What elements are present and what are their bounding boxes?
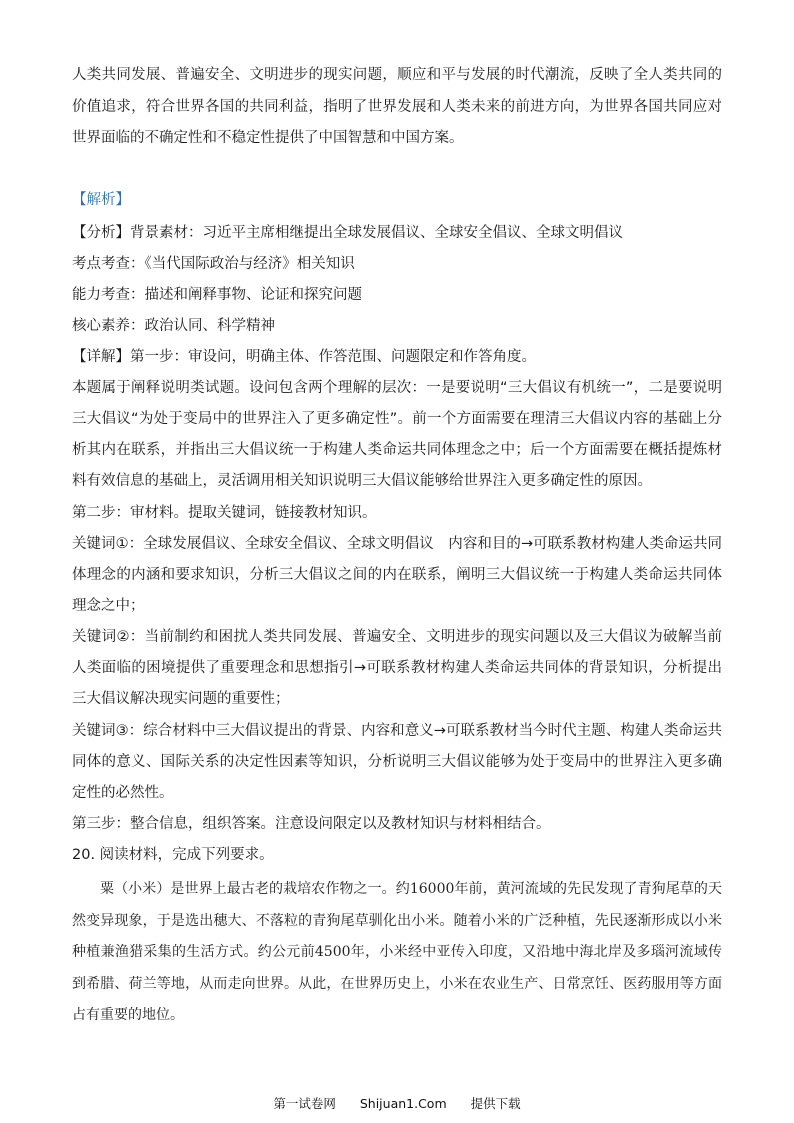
analysis-fenxi: 【分析】背景素材：习近平主席相继提出全球发展倡议、全球安全倡议、全球文明倡议: [72, 225, 623, 241]
footer-domain: Shijuan1.Com: [359, 1096, 447, 1111]
top-paragraph: 人类共同发展、普遍安全、文明进步的现实问题，顺应和平与发展的时代潮流，反映了全人类共同的价值追求，符合世界各国的共同利益，指明了世界发展和人类未来的前进方向，为世界各国共同应对世界面临的不确定性和不稳定性提供了中国智慧和中国方案。: [72, 67, 722, 146]
question-title: 20. 阅读材料，完成下列要求。: [72, 847, 274, 863]
analysis-nengli: 能力考查：描述和阐释事物、论证和探究问题: [72, 287, 362, 303]
analysis-keyword-3: 关键词③：综合材料中三大倡议提出的背景、内容和意义→可联系教材当今时代主题、构建人类命运共同体的意义、国际关系的决定性因素等知识，分析说明三大倡议能够为处于变局中的世界注入更多确定性的必然性。: [72, 723, 722, 801]
footer-download: 提供下载: [470, 1096, 521, 1111]
analysis-kaodian: 考点考查：《当代国际政治与经济》相关知识: [72, 256, 355, 272]
analysis-step3: 第三步：整合信息，组织答案。注意设问限定以及教材知识与材料相结合。: [72, 816, 551, 832]
footer-site-name: 第一试卷网: [273, 1096, 336, 1111]
jiexi-heading: 【解析】: [72, 192, 130, 208]
analysis-benti: 本题属于阐释说明类试题。设问包含两个理解的层次：一是要说明“三大倡议有机统一”，二是要说明三大倡议“为处于变局中的世界注入了更多确定性”。前一个方面需要在理清三大倡议内容的基础上分析其内在联系，并指出三大倡议统一于构建人类命运共同体理念之中；后一个方面需要在概括提炼材料有效信息的基础上，灵活调用相关知识说明三大倡议能够给世界注入更多确定性的原因。: [72, 380, 722, 489]
question-passage: 粟（小米）是世界上最古老的栽培农作物之一。约16000年前，黄河流域的先民发现了青狗尾草的天然变异现象，于是选出穗大、不落粒的青狗尾草驯化出小米。随着小米的广泛种植，先民逐渐形成以小米种植兼渔猎采集的生活方式。约公元前4500年，小米经中亚传入印度，又沿地中海北岸及多瑙河流域传到希腊、荷兰等地，从而走向世界。从此，在世界历史上，小米在农业生产、日常烹饪、医药服用等方面占有重要的地位。: [72, 881, 722, 1023]
page-footer: [0, 1094, 794, 1112]
analysis-keyword-2: 关键词②：当前制约和困扰人类共同发展、普遍安全、文明进步的现实问题以及三大倡议为破解当前人类面临的困境提供了重要理念和思想指引→可联系教材构建人类命运共同体的背景知识，分析提出三大倡议解决现实问题的重要性；: [72, 629, 722, 707]
analysis-xiangjie: 【详解】第一步：审设问，明确主体、作答范围、问题限定和作答角度。: [72, 349, 536, 365]
analysis-step2: 第二步：审材料。提取关键词，链接教材知识。: [72, 505, 377, 521]
analysis-keyword-1: 关键词①：全球发展倡议、全球安全倡议、全球文明倡议 内容和目的→可联系教材构建人类命运共同体理念的内涵和要求知识，分析三大倡议之间的内在联系，阐明三大倡议统一于构建人类命运共同体理念之中；: [72, 536, 722, 614]
analysis-hexin: 核心素养：政治认同、科学精神: [72, 318, 275, 334]
